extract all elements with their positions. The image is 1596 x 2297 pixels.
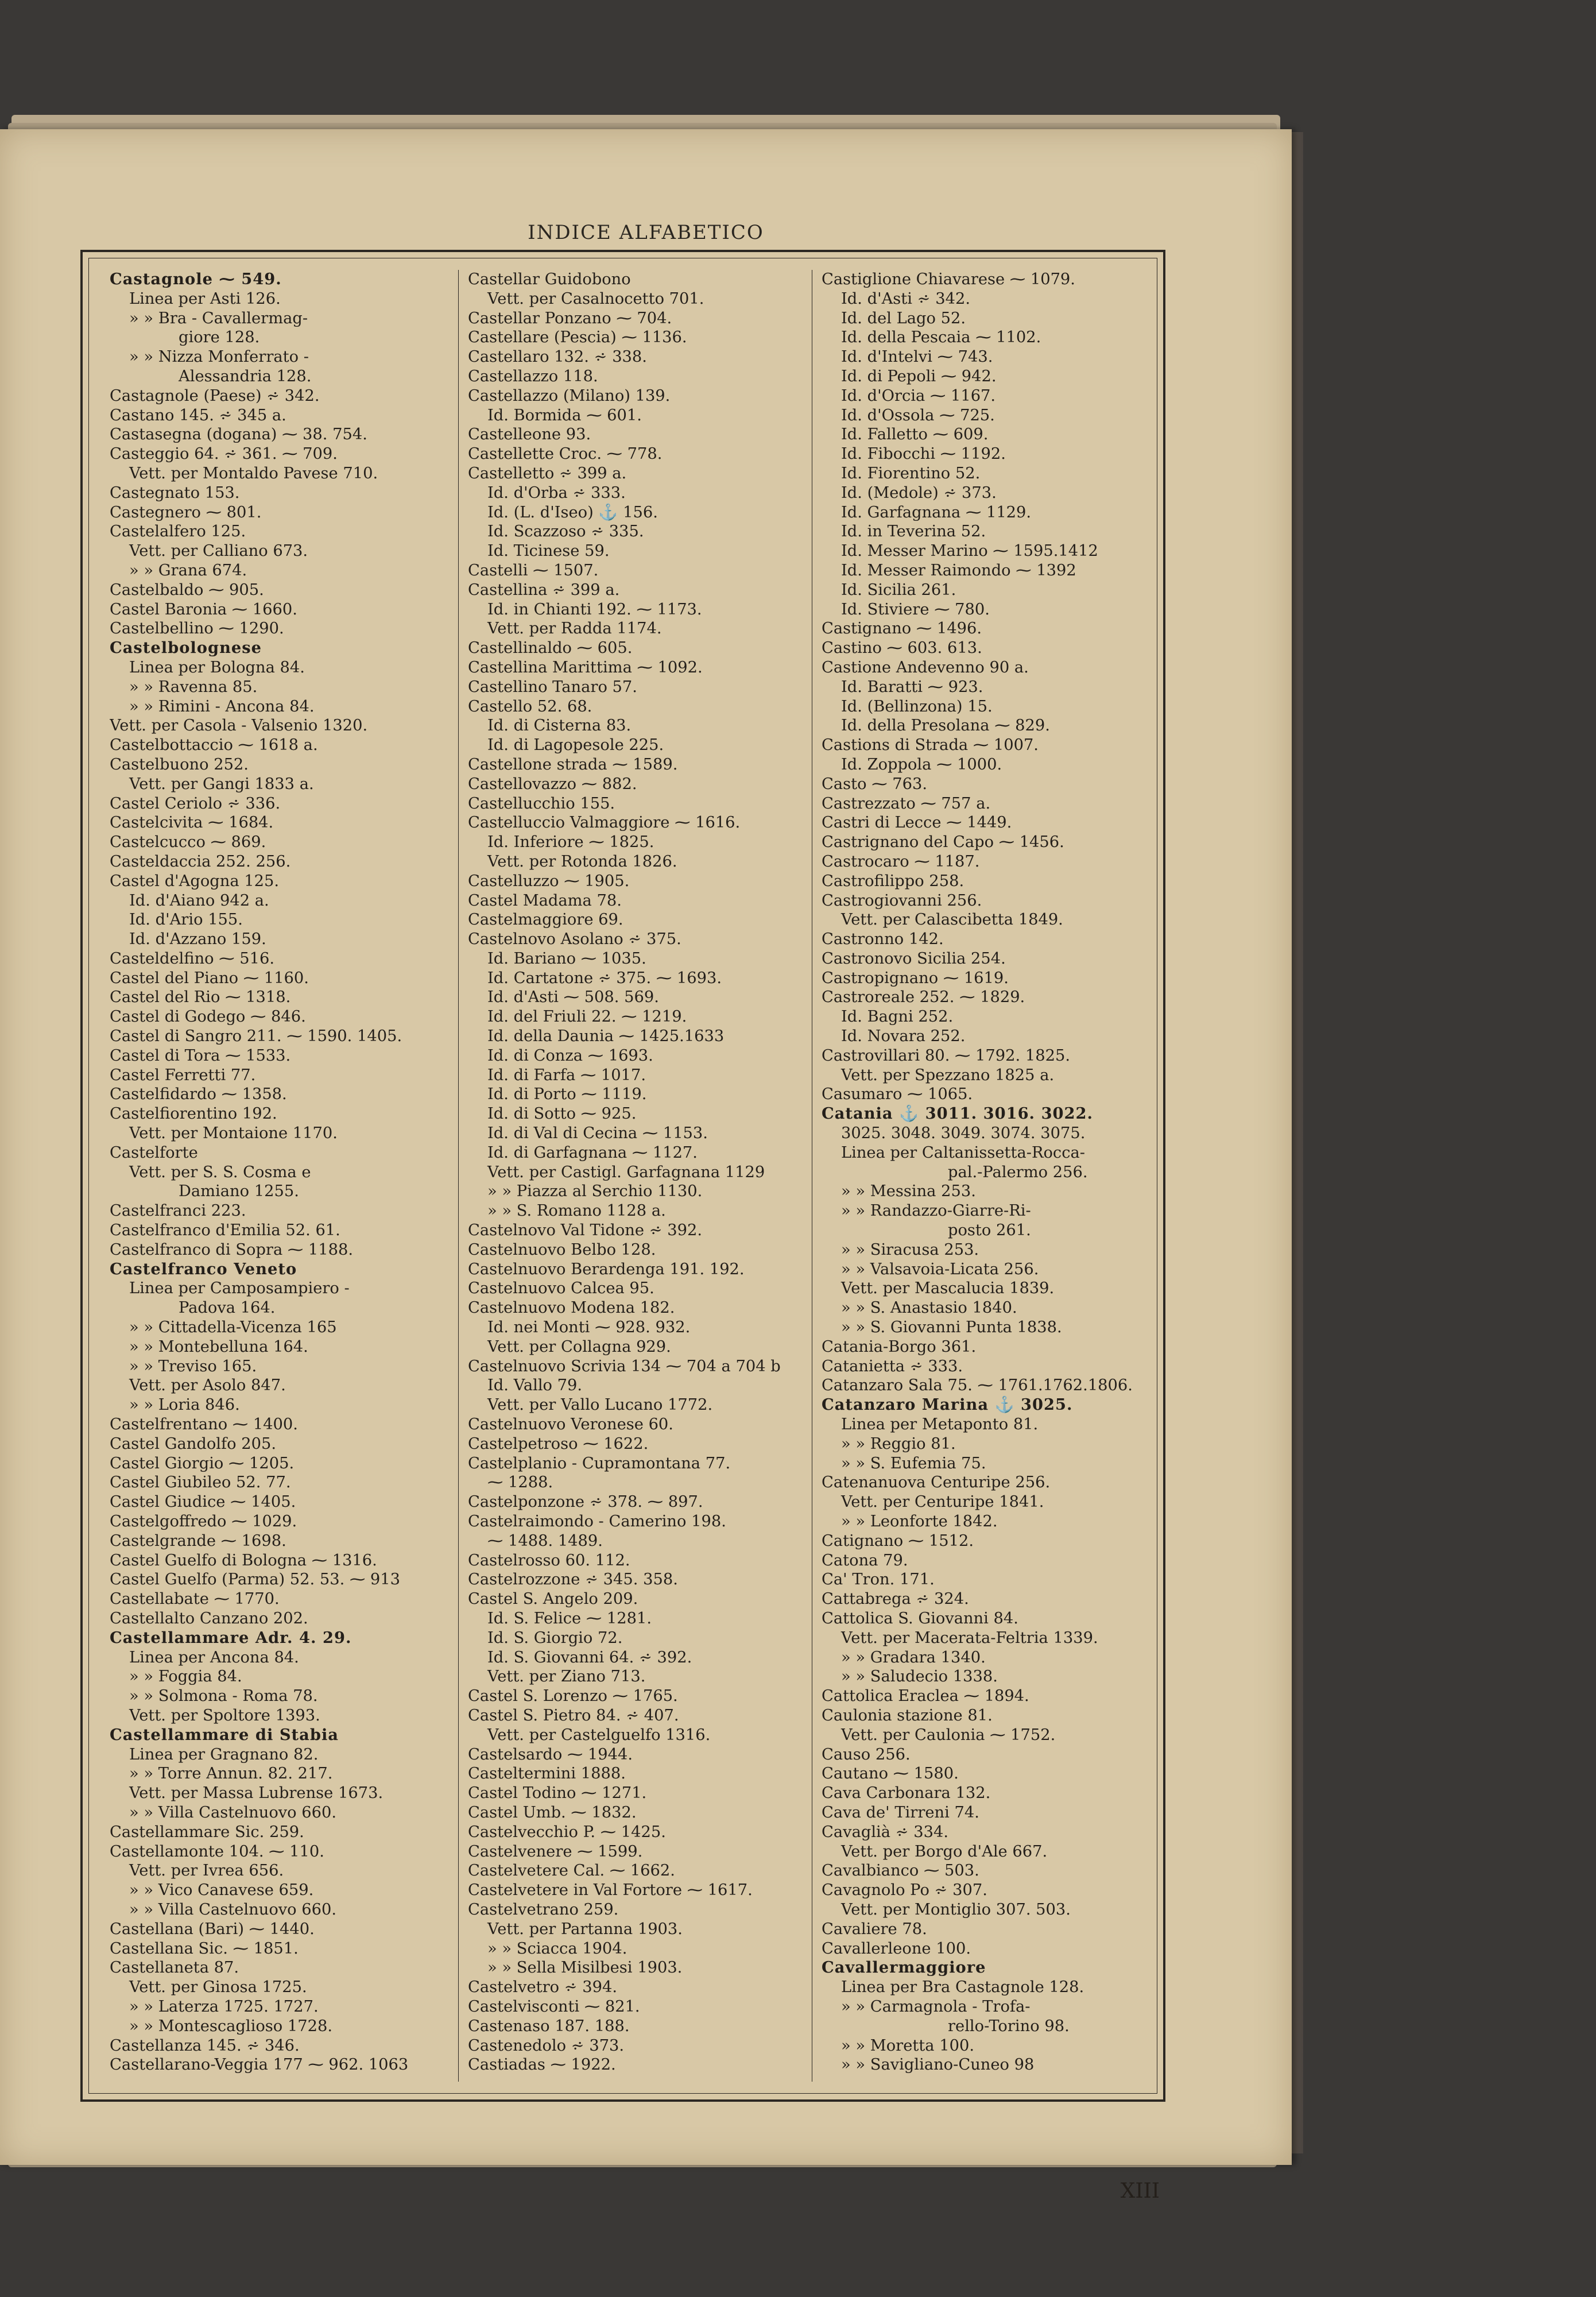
- index-entry: Id. (Bellinzona) 15.: [841, 697, 993, 716]
- index-entry: Castagnole (Paese) ⩫ 342.: [110, 386, 320, 405]
- index-entry: Castelnuovo Scrivia 134 ⁓ 704 a 704 b: [468, 1357, 781, 1375]
- page-number: XIII: [1120, 2179, 1160, 2203]
- index-entry: Castel del Piano ⁓ 1160.: [110, 969, 309, 987]
- index-entry: Castelnuovo Berardenga 191. 192.: [468, 1260, 745, 1278]
- index-entry: Castel Baronia ⁓ 1660.: [110, 600, 297, 618]
- index-entry: Castellammare di Stabia: [110, 1725, 339, 1744]
- index-entry: Castellaneta 87.: [110, 1959, 239, 1977]
- index-entry: Castelnovo Val Tidone ⩫ 392.: [468, 1221, 703, 1240]
- index-entry: Castroreale 252. ⁓ 1829.: [822, 988, 1025, 1007]
- index-entry: Id. della Daunia ⁓ 1425.1633: [487, 1027, 725, 1046]
- index-entry: » » Rimini - Ancona 84.: [129, 697, 315, 716]
- index-entry: Castelbottaccio ⁓ 1618 a.: [110, 736, 318, 755]
- index-entry: » » S. Giovanni Punta 1838.: [841, 1318, 1062, 1337]
- index-entry: Castelgrande ⁓ 1698.: [110, 1532, 286, 1550]
- index-entry: Id. S. Giorgio 72.: [487, 1629, 623, 1647]
- index-entry: Vett. per Ginosa 1725.: [129, 1978, 307, 1997]
- index-entry: 3025. 3048. 3049. 3074. 3075.: [841, 1124, 1086, 1143]
- index-entry: Vett. per Centuripe 1841.: [841, 1493, 1044, 1511]
- index-entry: Id. (Medole) ⩫ 373.: [841, 484, 997, 502]
- index-entry: Id. in Chianti 192. ⁓ 1173.: [487, 600, 702, 618]
- index-entry: Vett. per Mascalucia 1839.: [841, 1279, 1055, 1298]
- index-entry: Castegnato 153.: [110, 484, 240, 502]
- index-entry: Castelpetroso ⁓ 1622.: [468, 1434, 649, 1453]
- index-entry: Id. Cartatone ⩫ 375. ⁓ 1693.: [487, 969, 722, 987]
- index-entry: Castellanza 145. ⩫ 346.: [110, 2036, 300, 2055]
- index-entry: Castrogiovanni 256.: [822, 891, 982, 910]
- index-entry: Castronovo Sicilia 254.: [822, 949, 1006, 968]
- index-entry: Castellinaldo ⁓ 605.: [468, 639, 633, 658]
- index-entry: Castelbolognese: [110, 639, 262, 658]
- index-entry: Castel Ceriolo ⩫ 336.: [110, 794, 281, 813]
- index-entry: Casteldelfino ⁓ 516.: [110, 949, 275, 968]
- index-entry: Vett. per Rotonda 1826.: [487, 852, 677, 871]
- index-entry: Catona 79.: [822, 1551, 908, 1569]
- index-entry: » » Piazza al Serchio 1130.: [487, 1182, 703, 1201]
- index-entry: Id. di Garfagnana ⁓ 1127.: [487, 1143, 698, 1162]
- index-entry: Catanzaro Marina ⚓ 3025.: [822, 1395, 1073, 1414]
- index-entry: ⁓ 1288.: [487, 1474, 553, 1492]
- index-entry: Castelletto ⩫ 399 a.: [468, 464, 627, 482]
- index-entry: Castelbellino ⁓ 1290.: [110, 620, 284, 638]
- index-entry: Castel Umb. ⁓ 1832.: [468, 1803, 637, 1822]
- index-entry: Castellana Sic. ⁓ 1851.: [110, 1939, 299, 1958]
- index-entry: Castel Guelfo di Bologna ⁓ 1316.: [110, 1551, 377, 1569]
- index-entry: » » Carmagnola - Trofa-: [841, 1997, 1031, 2016]
- index-entry: Id. della Presolana ⁓ 829.: [841, 717, 1050, 735]
- index-entry: Castenedolo ⩫ 373.: [468, 2036, 625, 2055]
- index-entry: Castrofilippo 258.: [822, 872, 964, 890]
- index-entry: Id. Bormida ⁓ 601.: [487, 406, 642, 424]
- index-entry: Castelvecchio P. ⁓ 1425.: [468, 1823, 666, 1841]
- index-entry: Castelsardo ⁓ 1944.: [468, 1745, 633, 1764]
- index-entry: Castel Giubileo 52. 77.: [110, 1474, 291, 1492]
- index-entry: Id. di Porto ⁓ 1119.: [487, 1085, 647, 1104]
- index-entry: Castel di Godego ⁓ 846.: [110, 1008, 306, 1026]
- index-entry: Cavagnolo Po ⩫ 307.: [822, 1881, 987, 1900]
- index-entry: Id. di Pepoli ⁓ 942.: [841, 367, 997, 385]
- index-entry: Id. Sicilia 261.: [841, 581, 956, 599]
- index-entry: Vett. per Montaione 1170.: [129, 1124, 338, 1143]
- index-entry: » » Montebelluna 164.: [129, 1337, 308, 1356]
- index-entry: Castelnovo Asolano ⩫ 375.: [468, 930, 681, 949]
- column-rule-1: [458, 270, 459, 2082]
- index-entry: Castellino Tanaro 57.: [468, 678, 637, 696]
- index-entry: Castelfranco di Sopra ⁓ 1188.: [110, 1240, 354, 1259]
- index-entry: Linea per Bologna 84.: [129, 658, 305, 676]
- index-entry: » » Reggio 81.: [841, 1434, 956, 1453]
- index-entry: Id. Messer Raimondo ⁓ 1392: [841, 561, 1076, 579]
- index-frame: [80, 250, 1165, 2102]
- index-entry: Linea per Gragnano 82.: [129, 1745, 319, 1764]
- index-entry: Id. d'Orba ⩫ 333.: [487, 484, 626, 502]
- index-entry: Castelbuono 252.: [110, 755, 249, 774]
- index-entry: Casteldaccia 252. 256.: [110, 852, 291, 871]
- index-entry: Castel Madama 78.: [468, 891, 622, 910]
- index-entry: Castano 145. ⩫ 345 a.: [110, 406, 286, 424]
- index-entry: Vett. per Montaldo Pavese 710.: [129, 464, 378, 482]
- index-entry: » » Bra - Cavallermag-: [129, 309, 308, 327]
- index-entry: Casteltermini 1888.: [468, 1765, 626, 1783]
- index-entry: » » Cittadella-Vicenza 165: [129, 1318, 337, 1337]
- index-entry: » » Leonforte 1842.: [841, 1513, 998, 1530]
- index-entry: » » Villa Castelnuovo 660.: [129, 1803, 337, 1822]
- index-entry: Cattolica Eraclea ⁓ 1894.: [822, 1687, 1029, 1706]
- index-entry: Id. Inferiore ⁓ 1825.: [487, 833, 654, 852]
- index-entry: Catania-Borgo 361.: [822, 1337, 977, 1356]
- index-entry: Id. Garfagnana ⁓ 1129.: [841, 503, 1032, 521]
- index-entry: » » Messina 253.: [841, 1182, 976, 1201]
- index-entry: Catania ⚓ 3011. 3016. 3022.: [822, 1104, 1094, 1123]
- index-entry: Castelplanio - Cupramontana 77.: [468, 1454, 731, 1472]
- index-entry: Castelfranco d'Emilia 52. 61.: [110, 1221, 340, 1240]
- index-entry: Castellette Croc. ⁓ 778.: [468, 445, 663, 463]
- index-entry: Vett. per S. S. Cosma e: [129, 1163, 311, 1181]
- index-entry: Vett. per Vallo Lucano 1772.: [487, 1396, 713, 1414]
- index-entry: Id. Fiorentino 52.: [841, 464, 981, 482]
- index-entry: Castelforte: [110, 1143, 198, 1162]
- index-entry: Castellammare Sic. 259.: [110, 1823, 304, 1841]
- index-entry: Castelbaldo ⁓ 905.: [110, 581, 264, 599]
- index-entry: Castel Ferretti 77.: [110, 1066, 256, 1084]
- index-entry: Castellar Ponzano ⁓ 704.: [468, 309, 672, 327]
- index-frame-inner: [88, 258, 1157, 2094]
- index-entry: Vett. per Casola - Valsenio 1320.: [110, 717, 368, 735]
- index-entry: Castri di Lecce ⁓ 1449.: [822, 814, 1012, 832]
- index-entry: Castelnuovo Modena 182.: [468, 1299, 675, 1317]
- index-entry: Id. S. Giovanni 64. ⩫ 392.: [487, 1648, 692, 1666]
- index-entry: » » Sella Misilbesi 1903.: [487, 1959, 683, 1977]
- index-entry: » » Sciacca 1904.: [487, 1939, 627, 1958]
- index-entry: Castellammare Adr. 4. 29.: [110, 1628, 352, 1647]
- index-entry: Cautano ⁓ 1580.: [822, 1765, 959, 1783]
- index-entry: Castrovillari 80. ⁓ 1792. 1825.: [822, 1046, 1070, 1065]
- index-entry: Caulonia stazione 81.: [822, 1706, 993, 1724]
- index-entry: Id. d'Ossola ⁓ 725.: [841, 406, 995, 424]
- index-entry: Castelfranci 223.: [110, 1202, 246, 1220]
- index-entry: Castelmaggiore 69.: [468, 911, 623, 929]
- index-entry: Castellar Guidobono: [468, 270, 631, 288]
- index-entry: » » Ravenna 85.: [129, 678, 258, 696]
- index-entry: Castiglione Chiavarese ⁓ 1079.: [822, 270, 1075, 288]
- index-entry: Casto ⁓ 763.: [822, 775, 928, 793]
- index-entry: Castelalfero 125.: [110, 523, 246, 541]
- index-entry: Castel del Rio ⁓ 1318.: [110, 988, 291, 1007]
- index-entry: Vett. per Gangi 1833 a.: [129, 775, 314, 793]
- index-entry: » » S. Anastasio 1840.: [841, 1299, 1017, 1317]
- index-entry: giore 128.: [179, 328, 260, 347]
- index-entry: » » Loria 846.: [129, 1396, 240, 1414]
- index-entry: Vett. per Collagna 929.: [487, 1337, 671, 1356]
- index-entry: Castel Gandolfo 205.: [110, 1434, 276, 1453]
- index-entry: Castagnole ⁓ 549.: [110, 270, 282, 288]
- index-entry: » » Saludecio 1338.: [841, 1668, 998, 1686]
- index-entry: » » Treviso 165.: [129, 1357, 257, 1375]
- index-entry: Castronno 142.: [822, 930, 944, 949]
- index-entry: Castellina Marittima ⁓ 1092.: [468, 658, 703, 676]
- index-entry: Id. in Teverina 52.: [841, 523, 986, 541]
- index-entry: Id. d'Ario 155.: [129, 911, 243, 929]
- index-entry: Castelleone 93.: [468, 426, 591, 444]
- index-entry: Castelponzone ⩫ 378. ⁓ 897.: [468, 1493, 703, 1511]
- index-entry: » » Torre Annun. 82. 217.: [129, 1765, 333, 1783]
- index-entry: Castelfidardo ⁓ 1358.: [110, 1085, 287, 1104]
- index-entry: Cattabrega ⩫ 324.: [822, 1590, 969, 1608]
- index-entry: Castel di Tora ⁓ 1533.: [110, 1046, 291, 1065]
- index-entry: Vett. per Calliano 673.: [129, 542, 308, 560]
- index-entry: Castasegna (dogana) ⁓ 38. 754.: [110, 426, 367, 444]
- index-entry: posto 261.: [948, 1221, 1031, 1240]
- index-entry: Castions di Strada ⁓ 1007.: [822, 736, 1039, 755]
- index-entry: Catanietta ⩫ 333.: [822, 1357, 963, 1375]
- index-entry: Id. della Pescaia ⁓ 1102.: [841, 328, 1041, 347]
- index-entry: Castellalto Canzano 202.: [110, 1609, 308, 1627]
- index-entry: Id. di Lagopesole 225.: [487, 736, 664, 755]
- index-entry: Cavallerleone 100.: [822, 1939, 971, 1958]
- index-entry: Id. S. Felice ⁓ 1281.: [487, 1609, 652, 1627]
- index-entry: Linea per Metaponto 81.: [841, 1416, 1039, 1434]
- index-entry: Castel di Sangro 211. ⁓ 1590. 1405.: [110, 1027, 402, 1046]
- index-entry: Castelrozzone ⩫ 345. 358.: [468, 1571, 678, 1589]
- index-entry: Castellamonte 104. ⁓ 110.: [110, 1842, 324, 1861]
- index-entry: Catanzaro Sala 75. ⁓ 1761.1762.1806.: [822, 1376, 1133, 1395]
- index-entry: Id. del Lago 52.: [841, 309, 966, 327]
- index-entry: Castrignano del Capo ⁓ 1456.: [822, 833, 1064, 852]
- index-entry: ⁓ 1488. 1489.: [487, 1532, 603, 1550]
- index-entry: Castel d'Agogna 125.: [110, 872, 280, 890]
- index-entry: Castelcucco ⁓ 869.: [110, 833, 266, 852]
- index-entry: Castellana (Bari) ⁓ 1440.: [110, 1920, 315, 1938]
- index-entry: Castione Andevenno 90 a.: [822, 658, 1029, 676]
- index-entry: Vett. per Casalnocetto 701.: [487, 289, 704, 308]
- index-entry: » » Villa Castelnuovo 660.: [129, 1900, 337, 1919]
- index-entry: Cava Carbonara 132.: [822, 1784, 991, 1803]
- index-entry: Linea per Caltanissetta-Rocca-: [841, 1143, 1086, 1162]
- index-entry: Castelvetere in Val Fortore ⁓ 1617.: [468, 1881, 753, 1900]
- index-entry: Id. Fibocchi ⁓ 1192.: [841, 445, 1006, 463]
- index-entry: Id. Bariano ⁓ 1035.: [487, 949, 646, 968]
- index-entry: Castellare (Pescia) ⁓ 1136.: [468, 328, 687, 347]
- index-entry: » » Vico Canavese 659.: [129, 1881, 314, 1900]
- index-entry: Vett. per Borgo d'Ale 667.: [841, 1842, 1048, 1861]
- index-entry: » » Valsavoia-Licata 256.: [841, 1260, 1039, 1278]
- index-entry: Castelvetere Cal. ⁓ 1662.: [468, 1862, 675, 1880]
- index-entry: Id. d'Azzano 159.: [129, 930, 266, 949]
- index-entry: » » Montescaglioso 1728.: [129, 2017, 333, 2035]
- index-entry: » » Foggia 84.: [129, 1668, 242, 1686]
- index-entry: Cavaglià ⩫ 334.: [822, 1823, 949, 1841]
- index-entry: Castelfrentano ⁓ 1400.: [110, 1416, 298, 1434]
- index-entry: Castellabate ⁓ 1770.: [110, 1590, 280, 1608]
- index-entry: Castelvisconti ⁓ 821.: [468, 1997, 640, 2016]
- index-entry: Id. Vallo 79.: [487, 1376, 583, 1395]
- index-entry: rello-Torino 98.: [948, 2017, 1070, 2035]
- index-entry: Casteggio 64. ⩫ 361. ⁓ 709.: [110, 445, 338, 463]
- index-entry: Castelvetrano 259.: [468, 1900, 619, 1919]
- index-entry: Id. d'Aiano 942 a.: [129, 891, 269, 910]
- index-entry: Castelnuovo Calcea 95.: [468, 1279, 654, 1298]
- index-entry: Id. di Farfa ⁓ 1017.: [487, 1066, 646, 1084]
- index-entry: Castelfranco Veneto: [110, 1259, 297, 1278]
- index-entry: Id. nei Monti ⁓ 928. 932.: [487, 1318, 691, 1337]
- index-entry: » » S. Eufemia 75.: [841, 1454, 986, 1472]
- index-column-1: [110, 270, 460, 2087]
- index-entry: Id. del Friuli 22. ⁓ 1219.: [487, 1008, 687, 1026]
- index-entry: Vett. per Montiglio 307. 503.: [841, 1900, 1071, 1919]
- index-entry: Castelvetro ⩫ 394.: [468, 1978, 618, 1997]
- index-entry: Castello 52. 68.: [468, 697, 592, 716]
- index-entry: Id. d'Asti ⁓ 508. 569.: [487, 988, 659, 1007]
- index-column-3: [822, 270, 1172, 2087]
- index-entry: Linea per Ancona 84.: [129, 1648, 299, 1666]
- index-entry: Castel S. Lorenzo ⁓ 1765.: [468, 1687, 678, 1706]
- index-entry: Id. Stiviere ⁓ 780.: [841, 600, 990, 618]
- index-entry: » » Siracusa 253.: [841, 1240, 979, 1259]
- index-entry: Cavallermaggiore: [822, 1958, 986, 1977]
- index-entry: Catignano ⁓ 1512.: [822, 1532, 974, 1550]
- index-entry: Id. Falletto ⁓ 609.: [841, 426, 989, 444]
- index-entry: Castelraimondo - Camerino 198.: [468, 1513, 726, 1530]
- index-entry: Vett. per Partanna 1903.: [487, 1920, 683, 1938]
- index-entry: Padova 164.: [179, 1299, 276, 1317]
- index-entry: Id. (L. d'Iseo) ⚓ 156.: [487, 503, 658, 521]
- index-entry: Id. Novara 252.: [841, 1027, 966, 1046]
- index-entry: Castenaso 187. 188.: [468, 2017, 630, 2035]
- index-entry: Id. Ticinese 59.: [487, 542, 610, 560]
- index-entry: Castelcivita ⁓ 1684.: [110, 814, 274, 832]
- index-entry: Id. Bagni 252.: [841, 1008, 954, 1026]
- index-entry: Castelluzzo ⁓ 1905.: [468, 872, 630, 890]
- index-entry: Castelgoffredo ⁓ 1029.: [110, 1513, 297, 1530]
- index-entry: Id. Baratti ⁓ 923.: [841, 678, 983, 696]
- index-entry: Castino ⁓ 603. 613.: [822, 639, 982, 658]
- index-entry: Linea per Camposampiero -: [129, 1279, 350, 1298]
- index-entry: Castelvenere ⁓ 1599.: [468, 1842, 643, 1861]
- index-entry: Castel Todino ⁓ 1271.: [468, 1784, 647, 1803]
- index-entry: Id. di Val di Cecina ⁓ 1153.: [487, 1124, 708, 1143]
- index-entry: » » Randazzo-Giarre-Ri-: [841, 1202, 1031, 1220]
- index-entry: Vett. per Asolo 847.: [129, 1376, 286, 1395]
- index-entry: Vett. per Spezzano 1825 a.: [841, 1066, 1055, 1084]
- index-entry: Castel Giudice ⁓ 1405.: [110, 1493, 296, 1511]
- index-entry: Cavaliere 78.: [822, 1920, 927, 1938]
- index-entry: Castellaro 132. ⩫ 338.: [468, 348, 647, 366]
- index-entry: Castrocaro ⁓ 1187.: [822, 852, 980, 871]
- index-entry: pal.-Palermo 256.: [948, 1163, 1088, 1181]
- index-entry: Linea per Asti 126.: [129, 289, 281, 308]
- index-entry: Cava de' Tirreni 74.: [822, 1803, 979, 1822]
- index-entry: Vett. per Ziano 713.: [487, 1668, 646, 1686]
- index-entry: Castel S. Angelo 209.: [468, 1590, 638, 1608]
- index-entry: Id. di Sotto ⁓ 925.: [487, 1105, 637, 1123]
- index-entry: Castellarano-Veggia 177 ⁓ 962. 1063: [110, 2056, 409, 2074]
- index-entry: » » Nizza Monferrato -: [129, 348, 309, 366]
- index-entry: Id. di Cisterna 83.: [487, 717, 632, 735]
- index-entry: » » Gradara 1340.: [841, 1648, 986, 1666]
- index-entry: Castellucchio 155.: [468, 794, 615, 813]
- index-entry: Castelli ⁓ 1507.: [468, 561, 599, 579]
- index-entry: Castellina ⩫ 399 a.: [468, 581, 620, 599]
- index-entry: Vett. per Massa Lubrense 1673.: [129, 1784, 383, 1803]
- index-entry: Vett. per Radda 1174.: [487, 620, 662, 638]
- book-page: [0, 129, 1292, 2203]
- index-entry: Id. d'Orcia ⁓ 1167.: [841, 386, 996, 405]
- index-entry: Id. d'Intelvi ⁓ 743.: [841, 348, 993, 366]
- index-entry: Ca' Tron. 171.: [822, 1571, 935, 1589]
- index-entry: Castellazzo 118.: [468, 367, 598, 385]
- index-entry: » » S. Romano 1128 a.: [487, 1202, 666, 1220]
- index-entry: » » Moretta 100.: [841, 2036, 975, 2055]
- index-entry: Vett. per Macerata-Feltria 1339.: [841, 1629, 1098, 1647]
- index-entry: Vett. per Caulonia ⁓ 1752.: [841, 1726, 1056, 1744]
- index-entry: » » Grana 674.: [129, 561, 247, 579]
- index-entry: Cattolica S. Giovanni 84.: [822, 1609, 1018, 1627]
- index-entry: Id. di Conza ⁓ 1693.: [487, 1046, 653, 1065]
- index-entry: Id. Scazzoso ⩫ 335.: [487, 523, 644, 541]
- index-entry: Castel S. Pietro 84. ⩫ 407.: [468, 1706, 679, 1724]
- index-entry: Castellone strada ⁓ 1589.: [468, 755, 678, 774]
- index-entry: Castelrosso 60. 112.: [468, 1551, 630, 1569]
- index-entry: Castelnuovo Veronese 60.: [468, 1416, 673, 1434]
- index-entry: Cavalbianco ⁓ 503.: [822, 1862, 979, 1880]
- index-entry: Id. Messer Marino ⁓ 1595.1412: [841, 542, 1098, 560]
- index-entry: Catenanuova Centuripe 256.: [822, 1474, 1051, 1492]
- index-entry: Casumaro ⁓ 1065.: [822, 1085, 973, 1104]
- index-entry: Castropignano ⁓ 1619.: [822, 969, 1009, 987]
- index-entry: Castelnuovo Belbo 128.: [468, 1240, 656, 1259]
- index-entry: Alessandria 128.: [179, 367, 312, 385]
- index-entry: Id. Zoppola ⁓ 1000.: [841, 755, 1002, 774]
- running-head: INDICE ALFABETICO: [528, 221, 764, 244]
- index-entry: Id. d'Asti ⩫ 342.: [841, 289, 971, 308]
- index-entry: Castelfiorentino 192.: [110, 1105, 277, 1123]
- index-entry: Vett. per Spoltore 1393.: [129, 1706, 320, 1724]
- index-entry: » » Laterza 1725. 1727.: [129, 1997, 319, 2016]
- index-entry: Castiadas ⁓ 1922.: [468, 2056, 616, 2074]
- index-entry: Castelluccio Valmaggiore ⁓ 1616.: [468, 814, 741, 832]
- index-entry: Castegnero ⁓ 801.: [110, 503, 262, 521]
- index-entry: Castel Guelfo (Parma) 52. 53. ⁓ 913: [110, 1571, 401, 1589]
- index-entry: » » Solmona - Roma 78.: [129, 1687, 318, 1706]
- index-entry: Vett. per Castelguelfo 1316.: [487, 1726, 711, 1744]
- index-entry: Castellazzo (Milano) 139.: [468, 386, 671, 405]
- index-entry: Castignano ⁓ 1496.: [822, 620, 982, 638]
- index-entry: Vett. per Castigl. Garfagnana 1129: [487, 1163, 765, 1181]
- index-entry: Causo 256.: [822, 1745, 911, 1764]
- index-column-2: [468, 270, 818, 2087]
- index-entry: Linea per Bra Castagnole 128.: [841, 1978, 1084, 1997]
- index-entry: Castellovazzo ⁓ 882.: [468, 775, 637, 793]
- index-entry: Damiano 1255.: [179, 1182, 299, 1201]
- index-entry: Castel Giorgio ⁓ 1205.: [110, 1454, 295, 1472]
- index-entry: Castrezzato ⁓ 757 a.: [822, 794, 991, 813]
- index-entry: » » Savigliano-Cuneo 98: [841, 2056, 1035, 2074]
- index-entry: Vett. per Calascibetta 1849.: [841, 911, 1063, 929]
- index-entry: Vett. per Ivrea 656.: [129, 1862, 284, 1880]
